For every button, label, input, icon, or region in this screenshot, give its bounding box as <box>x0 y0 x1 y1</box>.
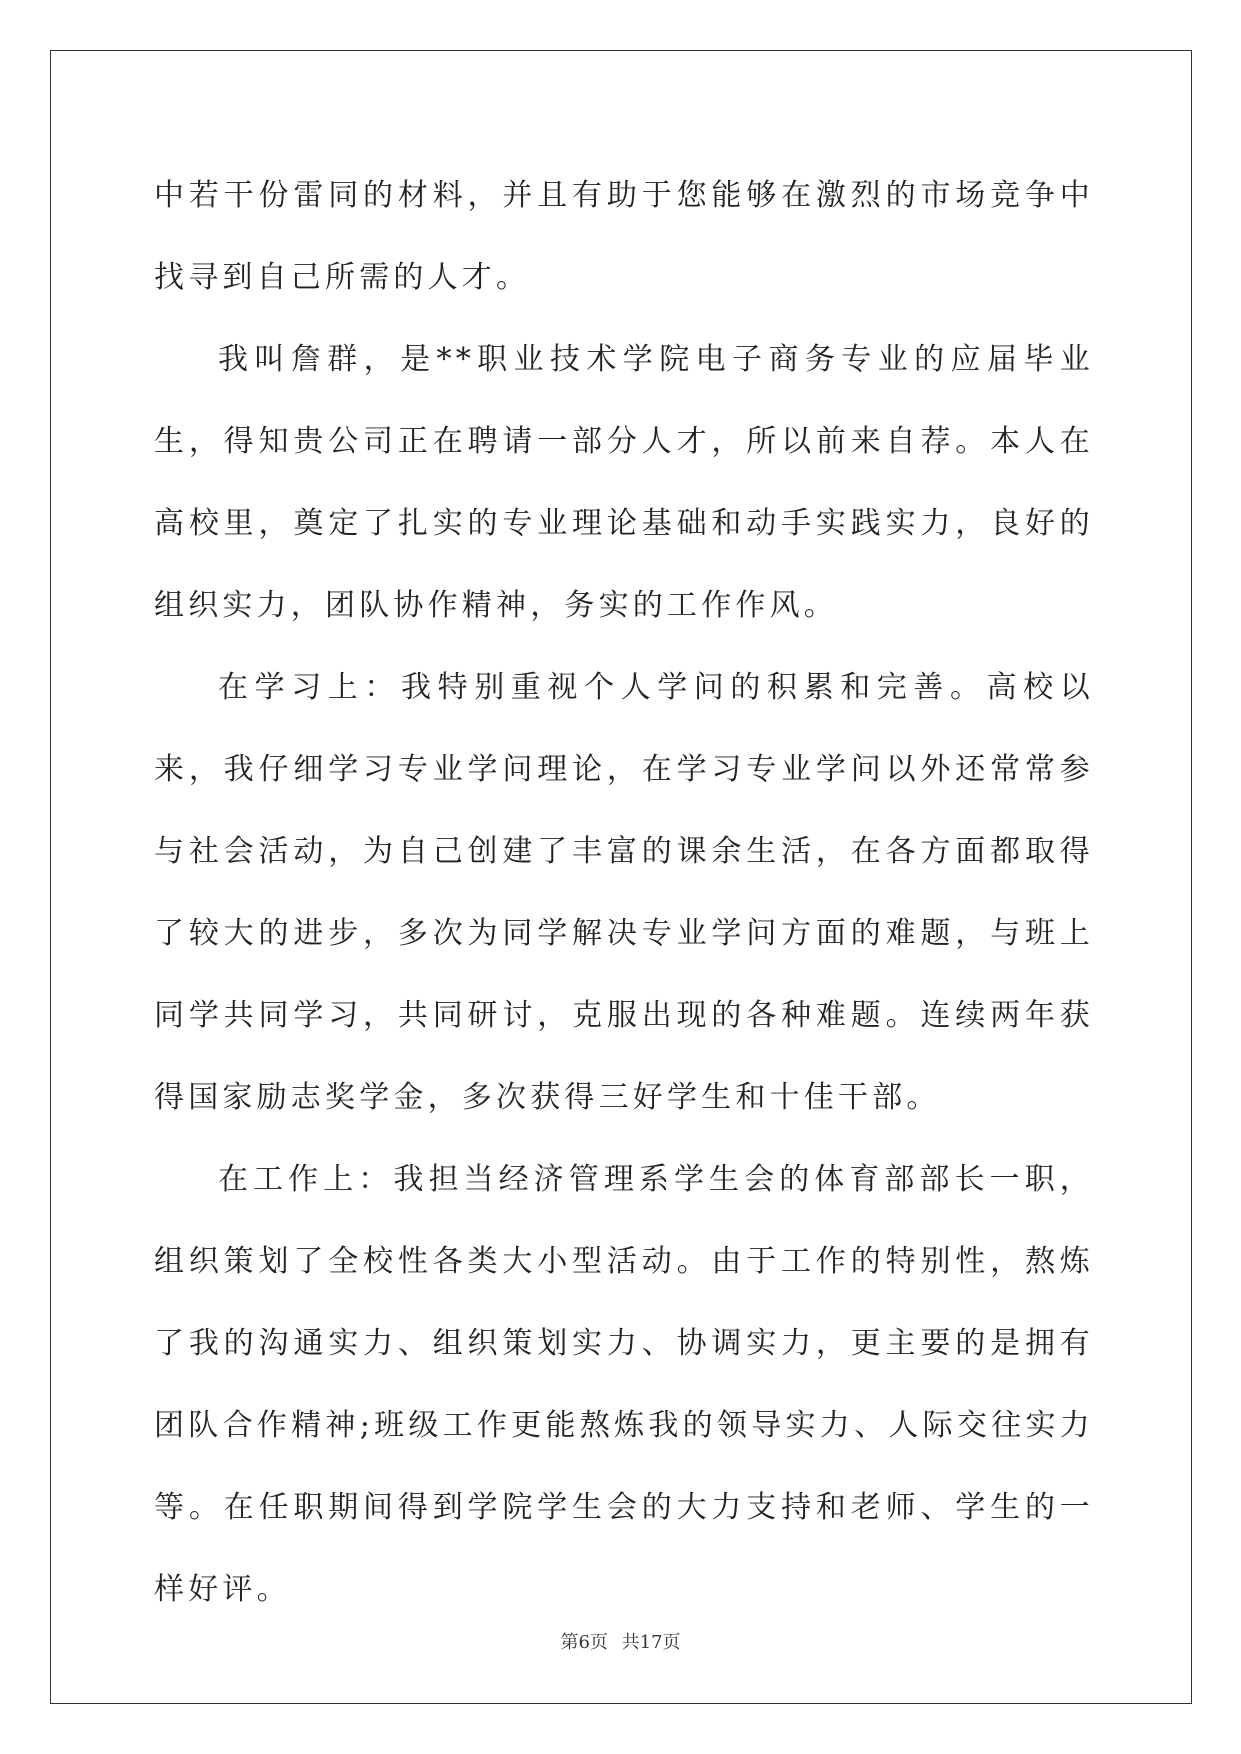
paragraph-work: 在工作上：我担当经济管理系学生会的体育部部长一职，组织策划了全校性各类大小型活动。由于工作的特别性，熬炼了我的沟通实力、组织策划实力、协调实力，更主要的是拥有团队合作精神;班级工作更能熬炼我的领导实力、人际交往实力等。在任职期间得到学院学生会的大力支持和老师、学生的一样好评。 <box>154 1162 1094 1607</box>
page-total: 共17页 <box>621 1632 681 1653</box>
paragraph-study: 在学习上：我特别重视个人学问的积累和完善。高校以来，我仔细学习专业学问理论，在学习专业学问以外还常常参与社会活动，为自己创建了丰富的课余生活，在各方面都取得了较大的进步，多次为同学解决专业学问方面的难题，与班上同学共同学习，共同研讨，克服出现的各种难题。连续两年获得国家励志奖学金，多次获得三好学生和十佳干部。 <box>154 670 1094 1115</box>
page-footer <box>0 1628 1241 1654</box>
document-body <box>154 155 1094 1631</box>
page-number: 第6页 <box>560 1632 608 1653</box>
paragraph-continuation: 中若干份雷同的材料，并且有助于您能够在激烈的市场竞争中找寻到自己所需的人才。 <box>154 178 1094 295</box>
paragraph-introduction: 我叫詹群，是**职业技术学院电子商务专业的应届毕业生，得知贵公司正在聘请一部分人才，所以前来自荐。本人在高校里，奠定了扎实的专业理论基础和动手实践实力，良好的组织实力，团队协作精神，务实的工作作风。 <box>154 342 1094 623</box>
